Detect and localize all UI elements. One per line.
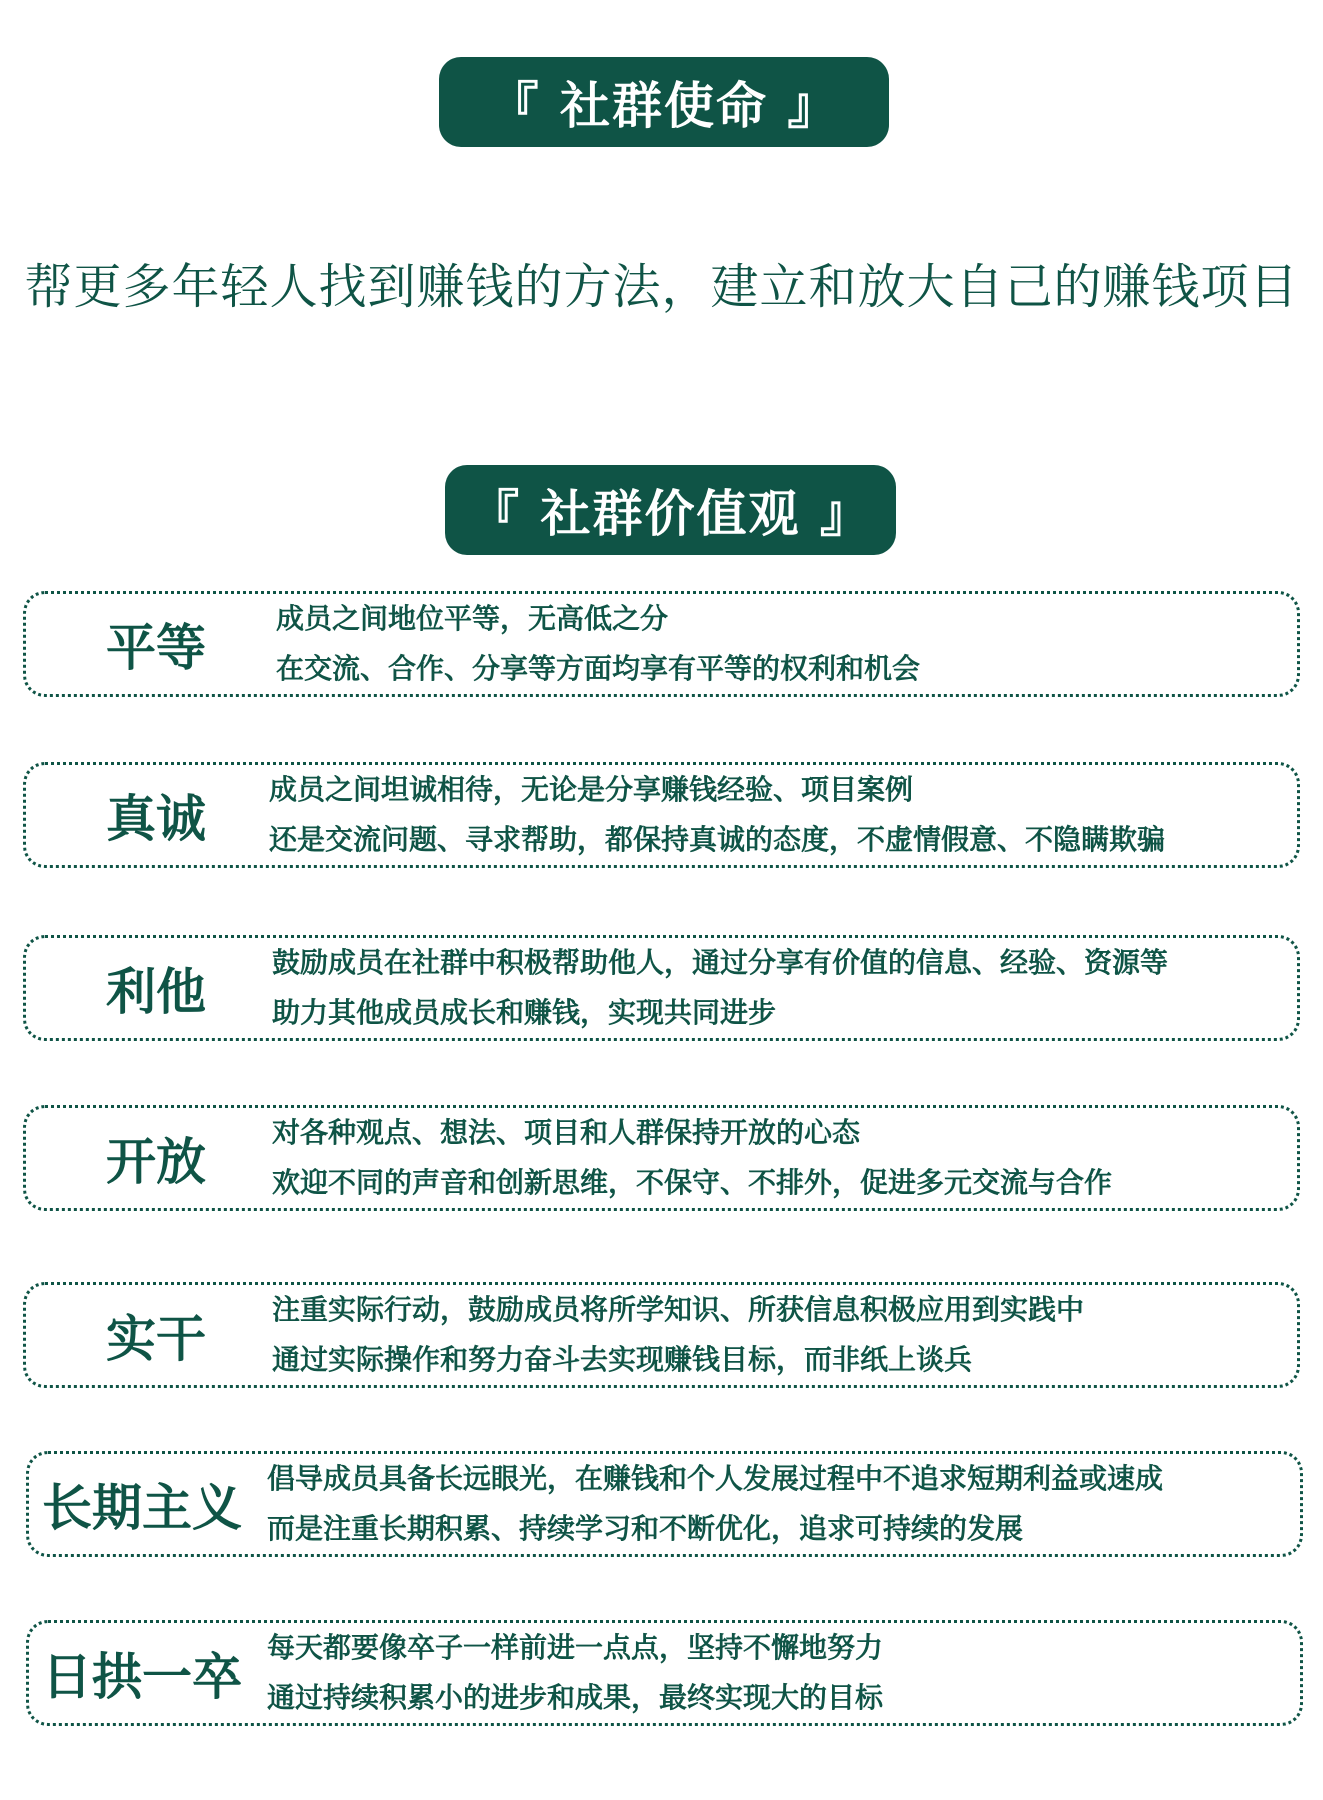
values-heading: [445, 465, 896, 555]
value-line: 对各种观点、想法、项目和人群保持开放的心态: [272, 1116, 861, 1149]
value-line: 注重实际行动，鼓励成员将所学知识、所获信息积极应用到实践中: [272, 1293, 1085, 1326]
value-title: 真诚: [106, 790, 206, 848]
value-line: 而是注重长期积累、持续学习和不断优化，追求可持续的发展: [267, 1512, 1024, 1545]
mission-heading-text: 『 社群使命 』: [488, 77, 840, 135]
value-title: 利他: [106, 963, 206, 1021]
values-heading-text: 『 社群价值观 』: [469, 485, 872, 543]
value-line: 通过实际操作和努力奋斗去实现赚钱目标，而非纸上谈兵: [272, 1343, 973, 1376]
value-line: 欢迎不同的声音和创新思维，不保守、不排外，促进多元交流与合作: [272, 1166, 1113, 1199]
value-line: 鼓励成员在社群中积极帮助他人，通过分享有价值的信息、经验、资源等: [272, 946, 1169, 979]
value-card-openness: [23, 1105, 1300, 1211]
value-title: 实干: [106, 1310, 206, 1368]
value-line: 通过持续积累小的进步和成果，最终实现大的目标: [267, 1681, 884, 1714]
value-card-long-termism: [26, 1451, 1303, 1557]
value-line: 倡导成员具备长远眼光，在赚钱和个人发展过程中不追求短期利益或速成: [267, 1462, 1164, 1495]
value-line: 成员之间地位平等，无高低之分: [276, 602, 669, 635]
mission-heading: [439, 57, 889, 147]
value-card-daily-progress: [26, 1620, 1303, 1726]
value-line: 还是交流问题、寻求帮助，都保持真诚的态度，不虚情假意、不隐瞒欺骗: [269, 823, 1166, 856]
value-line: 每天都要像卒子一样前进一点点，坚持不懈地努力: [267, 1631, 884, 1664]
value-card-sincerity: [23, 762, 1300, 868]
value-title: 长期主义: [42, 1479, 242, 1537]
value-card-equality: [23, 591, 1300, 697]
value-line: 助力其他成员成长和赚钱，实现共同进步: [272, 996, 777, 1029]
value-card-altruism: [23, 935, 1300, 1041]
value-line: 在交流、合作、分享等方面均享有平等的权利和机会: [276, 652, 921, 685]
value-line: 成员之间坦诚相待，无论是分享赚钱经验、项目案例: [269, 773, 914, 806]
value-title: 日拱一卒: [42, 1648, 242, 1706]
value-title: 平等: [106, 619, 206, 677]
value-card-pragmatism: [23, 1282, 1300, 1388]
mission-statement: 帮更多年轻人找到赚钱的方法，建立和放大自己的赚钱项目: [24, 259, 1299, 315]
value-title: 开放: [106, 1133, 206, 1191]
